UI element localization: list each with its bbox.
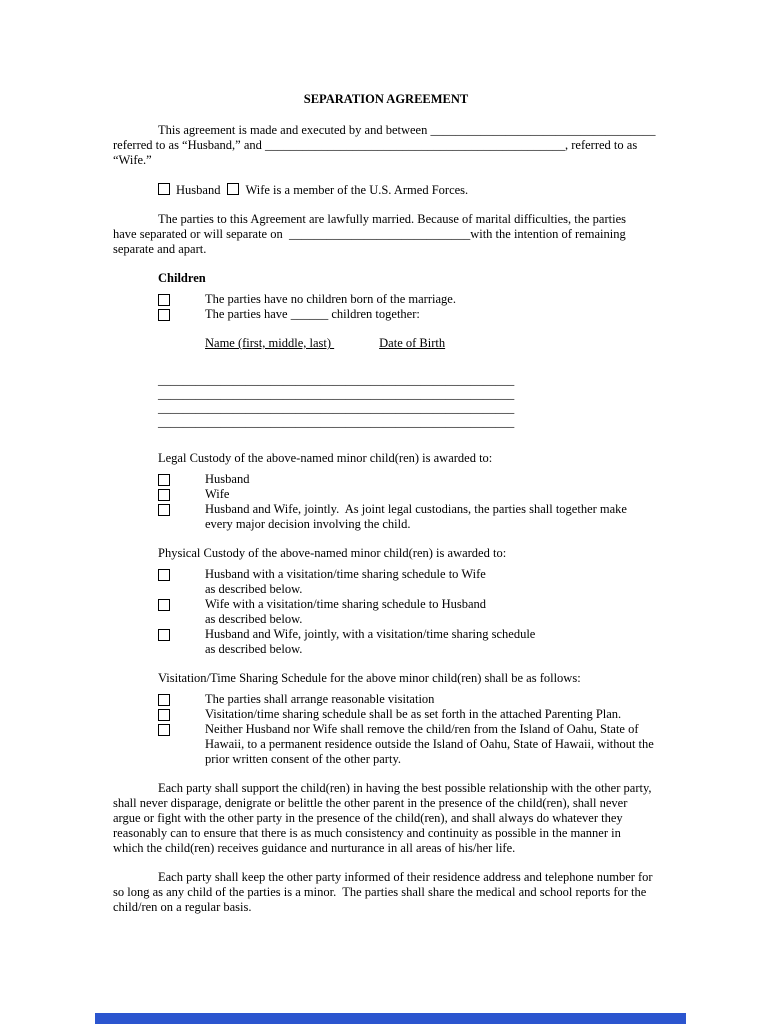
visitation-parenting-plan-label: Visitation/time sharing schedule shall be as set forth in the attached Parenting Plan.	[205, 707, 622, 721]
children-blank-line[interactable]: _________________________________________________________	[158, 415, 515, 429]
physical-custody-joint-checkbox[interactable]	[158, 629, 170, 641]
intro-line: referred to as “Husband,” and ________________________________________________, referred to as	[113, 138, 638, 152]
separation-paragraph	[113, 212, 659, 257]
husband-armed-forces-label: Husband	[176, 183, 221, 197]
husband-armed-forces-checkbox[interactable]	[158, 183, 170, 195]
no-children-label: The parties have no children born of the marriage.	[205, 292, 456, 306]
legal-custody-option-row	[113, 502, 659, 532]
children-options	[113, 292, 659, 322]
visitation-option-row	[113, 707, 659, 722]
armed-forces-row	[113, 182, 659, 198]
physical-custody-option-row	[113, 597, 659, 627]
physical-custody-husband-label: Husband with a visitation/time sharing schedule to Wife	[205, 567, 486, 581]
physical-custody-wife-checkbox[interactable]	[158, 599, 170, 611]
legal-custody-option-row	[113, 472, 659, 487]
physical-custody-husband-checkbox[interactable]	[158, 569, 170, 581]
physical-custody-option-row	[113, 627, 659, 657]
separation-line: separate and apart.	[113, 242, 207, 256]
physical-custody-option-row	[113, 567, 659, 597]
contact-line: Each party shall keep the other party informed of their residence address and telephone number for	[158, 870, 653, 884]
visitation-intro: Visitation/Time Sharing Schedule for the above minor child(ren) shall be as follows:	[158, 671, 581, 685]
legal-custody-options	[113, 472, 659, 532]
children-heading: Children	[158, 271, 206, 285]
support-line: Each party shall support the child(ren) in having the best possible relationship with the other party,	[158, 781, 652, 795]
separation-line: have separated or will separate on _____________________________with the intention of remaining	[113, 227, 626, 241]
legal-custody-wife-label: Wife	[205, 487, 230, 501]
visitation-parenting-plan-checkbox[interactable]	[158, 709, 170, 721]
children-blank-line[interactable]: _________________________________________________________	[158, 401, 515, 415]
intro-paragraph	[113, 123, 659, 168]
visitation-no-removal-label: prior written consent of the other party.	[205, 752, 402, 766]
separation-line: The parties to this Agreement are lawfully married. Because of marital difficulties, the parties	[158, 212, 627, 226]
name-column-header: Name (first, middle, last)	[205, 336, 335, 350]
legal-custody-joint-checkbox[interactable]	[158, 504, 170, 516]
visitation-options	[113, 692, 659, 767]
physical-custody-intro: Physical Custody of the above-named minor child(ren) is awarded to:	[158, 546, 507, 560]
physical-custody-joint-label: Husband and Wife, jointly, with a visitation/time sharing schedule	[205, 627, 536, 641]
contact-paragraph	[113, 870, 659, 915]
physical-custody-joint-label: as described below.	[205, 642, 303, 656]
legal-custody-intro: Legal Custody of the above-named minor child(ren) is awarded to:	[158, 451, 493, 465]
physical-custody-wife-label: as described below.	[205, 612, 303, 626]
visitation-no-removal-label: Hawaii, to a permanent residence outside the Island of Oahu, State of Hawaii, without the	[205, 737, 654, 751]
legal-custody-husband-checkbox[interactable]	[158, 474, 170, 486]
document-page	[113, 92, 659, 929]
visitation-option-row	[113, 722, 659, 767]
visitation-option-row	[113, 692, 659, 707]
visitation-reasonable-checkbox[interactable]	[158, 694, 170, 706]
children-blank-line[interactable]: _________________________________________________________	[158, 387, 515, 401]
legal-custody-husband-label: Husband	[205, 472, 250, 486]
support-line: shall never disparage, denigrate or belittle the other parent in the presence of the child(ren), shall never	[113, 796, 628, 810]
wife-armed-forces-checkbox[interactable]	[227, 183, 239, 195]
support-line: which the child(ren) receives guidance and nurturance in all areas of his/her life.	[113, 841, 516, 855]
children-blank-lines	[113, 373, 659, 429]
document-title: SEPARATION AGREEMENT	[303, 92, 469, 106]
physical-custody-options	[113, 567, 659, 657]
no-children-checkbox[interactable]	[158, 294, 170, 306]
children-blank-line[interactable]: _________________________________________________________	[158, 373, 515, 387]
footer-bar	[95, 1013, 686, 1024]
legal-custody-joint-label: Husband and Wife, jointly. As joint legal custodians, the parties shall together make	[205, 502, 627, 516]
wife-armed-forces-label: Wife is a member of the U.S. Armed Forces.	[245, 183, 469, 197]
visitation-no-removal-label: Neither Husband nor Wife shall remove the child/ren from the Island of Oahu, State of	[205, 722, 639, 736]
dob-column-header: Date of Birth	[379, 336, 446, 350]
children-option-row	[113, 307, 659, 322]
children-count-label: The parties have ______ children together:	[205, 307, 420, 321]
intro-line: This agreement is made and executed by and between ____________________________________	[158, 123, 656, 137]
visitation-no-removal-checkbox[interactable]	[158, 724, 170, 736]
legal-custody-option-row	[113, 487, 659, 502]
visitation-reasonable-label: The parties shall arrange reasonable visitation	[205, 692, 435, 706]
legal-custody-wife-checkbox[interactable]	[158, 489, 170, 501]
intro-line: “Wife.”	[113, 153, 152, 167]
support-line: argue or fight with the other party in the presence of the child(ren), and shall always do whatever they	[113, 811, 623, 825]
physical-custody-husband-label: as described below.	[205, 582, 303, 596]
contact-line: child/ren on a regular basis.	[113, 900, 252, 914]
children-count-checkbox[interactable]	[158, 309, 170, 321]
children-table-headers	[113, 336, 659, 351]
legal-custody-joint-label: every major decision involving the child.	[205, 517, 411, 531]
children-option-row	[113, 292, 659, 307]
contact-line: so long as any child of the parties is a minor. The parties shall share the medical and school reports for the	[113, 885, 647, 899]
support-paragraph	[113, 781, 659, 856]
support-line: reasonably can to ensure that there is as much consistency and continuity as possible in the manner in	[113, 826, 621, 840]
physical-custody-wife-label: Wife with a visitation/time sharing schedule to Husband	[205, 597, 487, 611]
